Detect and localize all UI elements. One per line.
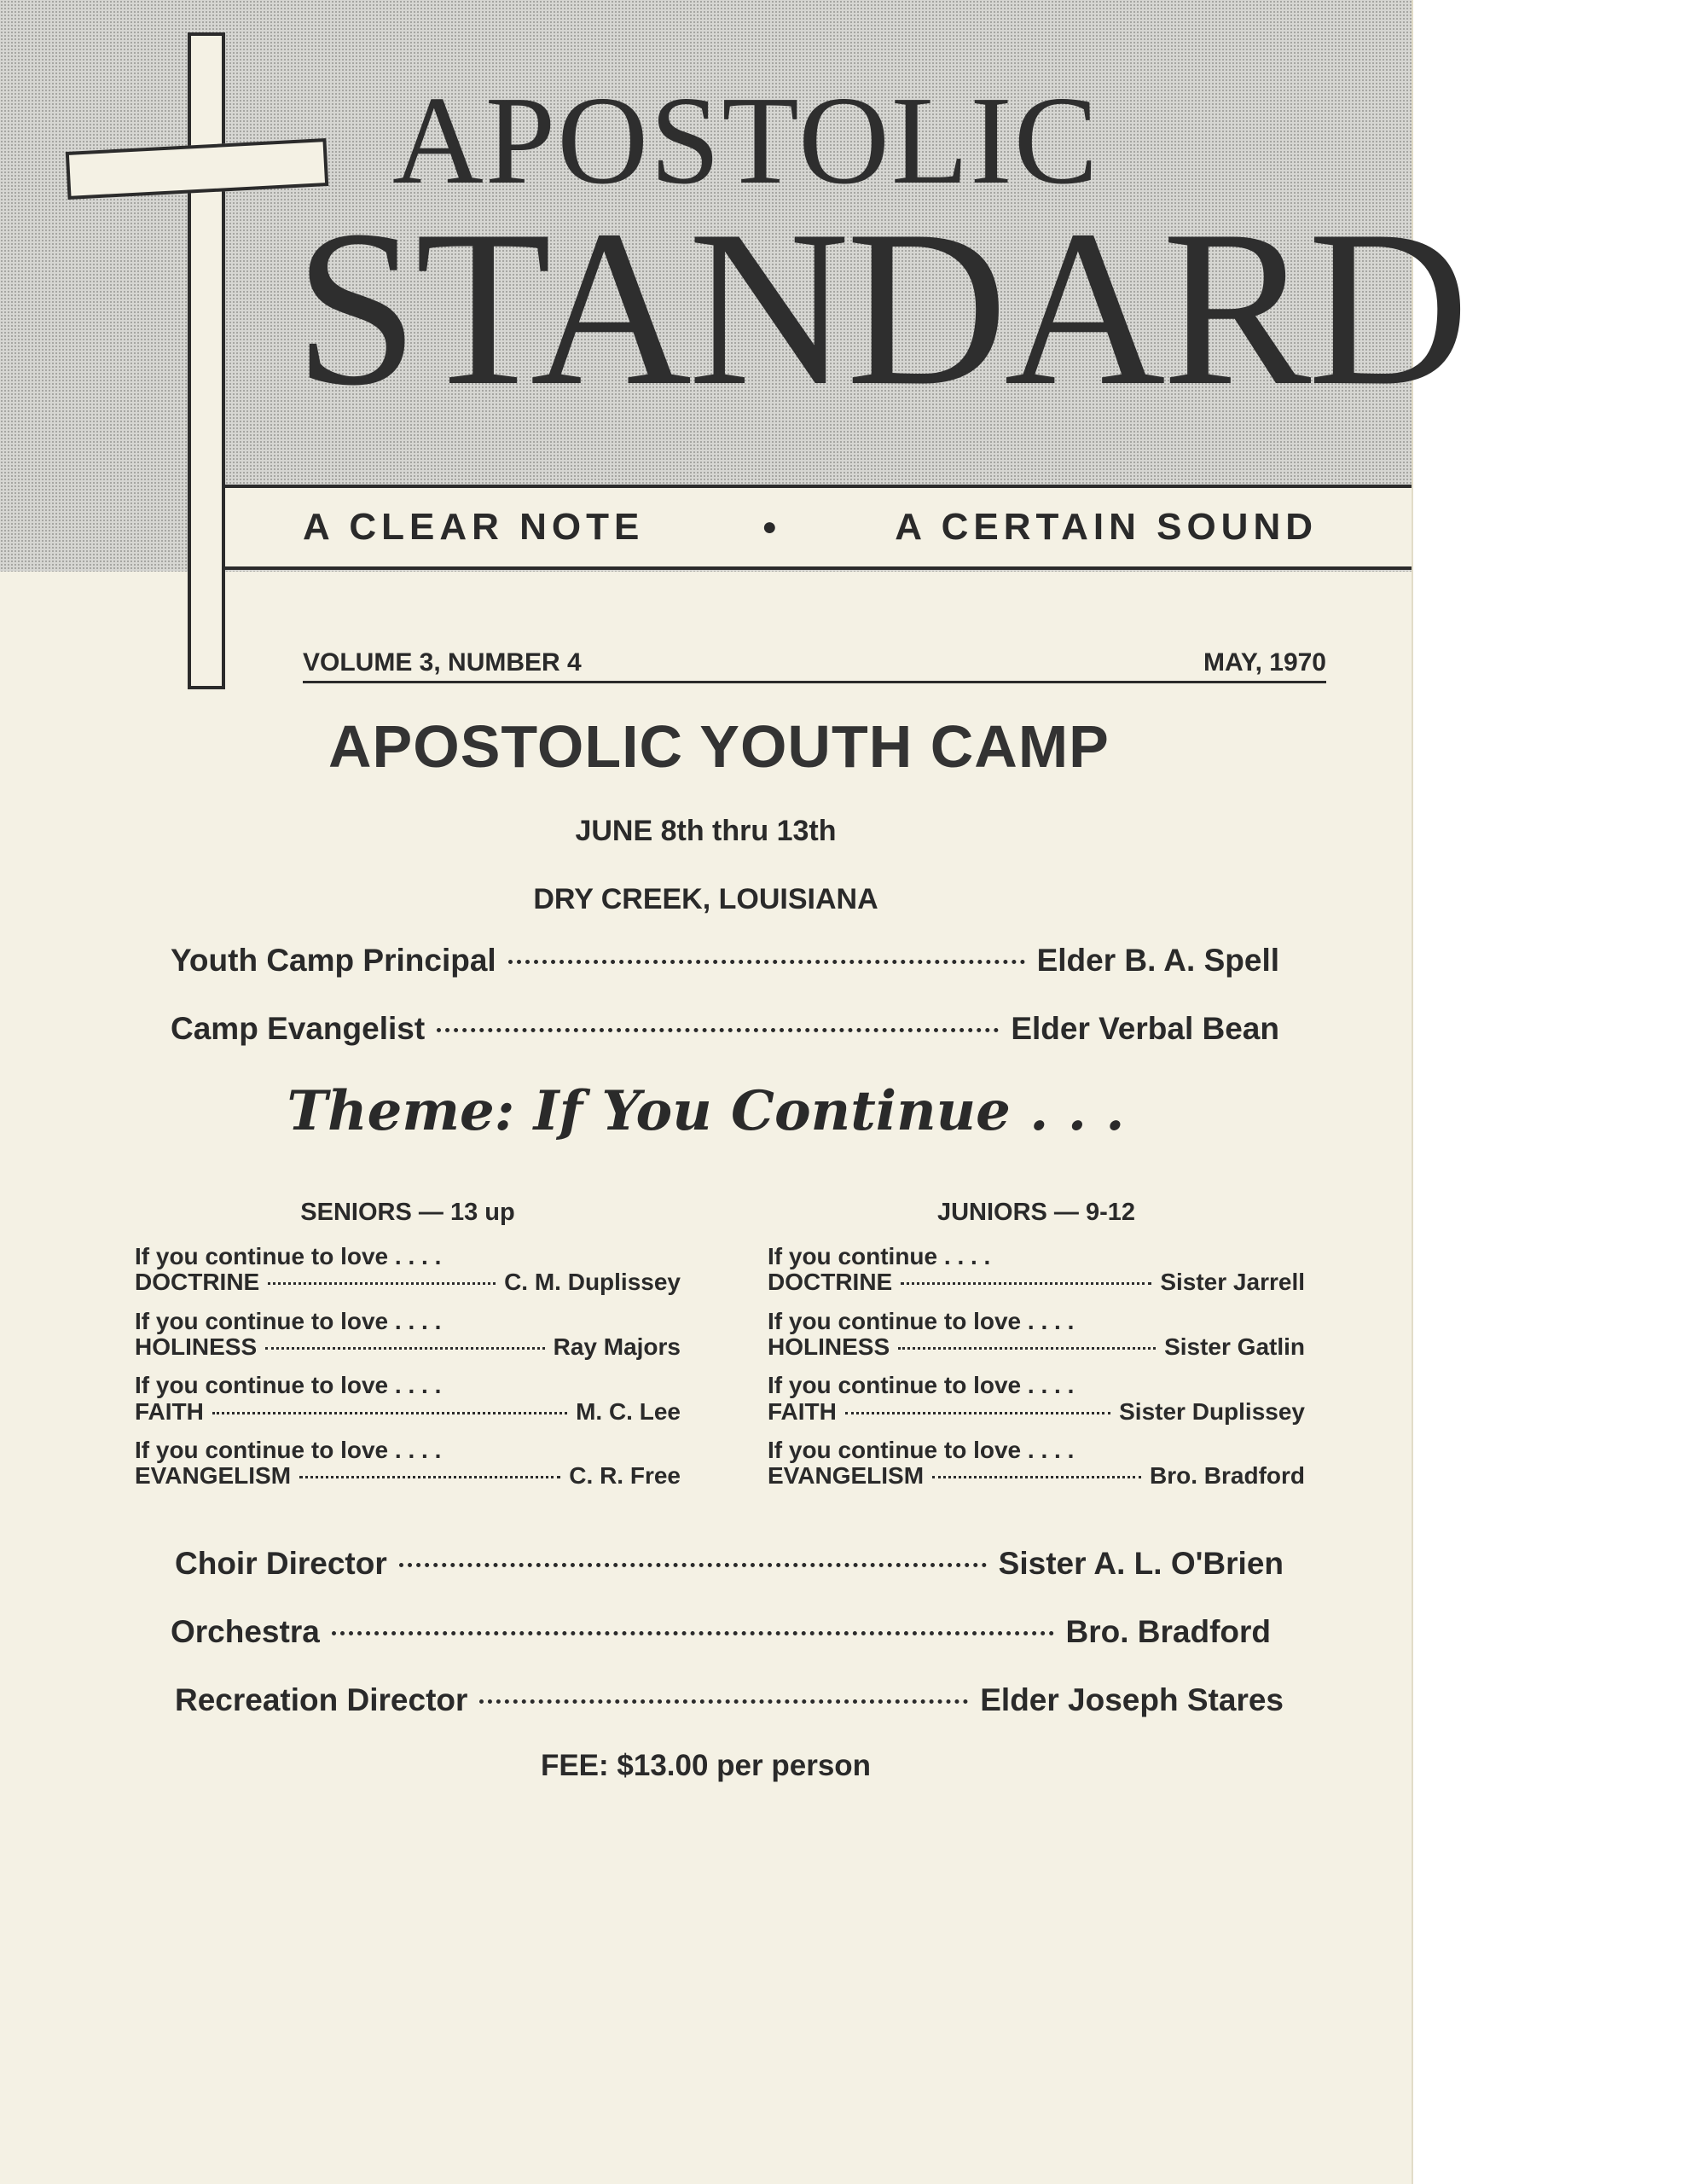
entry-teacher: C. M. Duplissey — [504, 1269, 681, 1296]
dot-leader — [901, 1282, 1151, 1285]
entry-teacher: Sister Duplissey — [1119, 1397, 1305, 1425]
list-item — [768, 1373, 1305, 1426]
dot-leader — [212, 1412, 567, 1414]
entry-row — [768, 1333, 1305, 1361]
dot-leader — [845, 1412, 1110, 1414]
tagline-right: A CERTAIN SOUND — [895, 506, 1318, 548]
staff-row — [171, 1614, 1271, 1650]
theme-heading: Theme: If You Continue . . . — [287, 1079, 1125, 1143]
camp-fee: FEE: $13.00 per person — [540, 1749, 872, 1782]
entry-topic: HOLINESS — [135, 1333, 258, 1360]
staff-row — [175, 1546, 1284, 1582]
entry-lead: If you continue . . . . — [768, 1243, 991, 1269]
list-item — [135, 1373, 681, 1426]
list-item — [768, 1438, 1305, 1490]
list-item — [768, 1244, 1305, 1297]
staff-name: Sister A. L. O'Brien — [998, 1546, 1284, 1581]
camp-location: DRY CREEK, LOUISIANA — [533, 883, 878, 915]
staff-role: Youth Camp Principal — [171, 943, 496, 978]
entry-topic: EVANGELISM — [135, 1462, 292, 1490]
entry-row — [768, 1269, 1305, 1296]
staff-name: Elder B. A. Spell — [1036, 943, 1279, 978]
dot-leader — [479, 1699, 968, 1704]
entry-teacher: Bro. Bradford — [1150, 1462, 1305, 1490]
tagline-band — [217, 485, 1412, 570]
entry-row — [135, 1333, 681, 1361]
title-apostolic: APOSTOLIC — [392, 71, 1100, 211]
entry-teacher: Sister Gatlin — [1164, 1333, 1305, 1360]
headline: APOSTOLIC YOUTH CAMP — [328, 713, 1110, 780]
staff-role: Choir Director — [175, 1546, 387, 1581]
title-standard: STANDARD — [294, 184, 1466, 432]
staff-row — [171, 943, 1279, 979]
juniors-column — [768, 1199, 1305, 1502]
entry-row — [135, 1462, 681, 1490]
entry-topic: HOLINESS — [768, 1333, 890, 1360]
entry-lead: If you continue to love . . . . — [135, 1243, 442, 1269]
entry-topic: DOCTRINE — [135, 1269, 260, 1296]
dot-leader — [299, 1476, 560, 1478]
staff-row — [175, 1682, 1284, 1718]
list-item — [135, 1309, 681, 1362]
staff-name: Bro. Bradford — [1065, 1614, 1271, 1649]
entry-lead: If you continue to love . . . . — [768, 1307, 1075, 1334]
list-item — [135, 1438, 681, 1490]
list-item — [768, 1309, 1305, 1362]
entry-lead: If you continue to love . . . . — [768, 1372, 1075, 1399]
dot-leader — [268, 1282, 496, 1285]
volume-number: VOLUME 3, NUMBER 4 — [303, 648, 582, 677]
dot-leader — [265, 1347, 544, 1350]
entry-row — [768, 1398, 1305, 1426]
dot-leader — [437, 1028, 999, 1032]
list-item — [135, 1244, 681, 1297]
entry-topic: FAITH — [768, 1397, 837, 1425]
entry-topic: EVANGELISM — [768, 1462, 925, 1490]
entry-lead: If you continue to love . . . . — [768, 1436, 1075, 1463]
staff-name: Elder Verbal Bean — [1011, 1011, 1279, 1046]
staff-role: Orchestra — [171, 1614, 320, 1649]
dot-leader — [399, 1563, 987, 1567]
camp-dates: JUNE 8th thru 13th — [575, 815, 837, 847]
entry-teacher: C. R. Free — [569, 1462, 681, 1490]
entry-teacher: Sister Jarrell — [1160, 1269, 1305, 1296]
entry-topic: DOCTRINE — [768, 1269, 893, 1296]
tagline-left: A CLEAR NOTE — [303, 506, 645, 548]
entry-row — [135, 1269, 681, 1296]
staff-role: Camp Evangelist — [171, 1011, 426, 1046]
entry-lead: If you continue to love . . . . — [135, 1307, 442, 1334]
dot-leader — [508, 960, 1025, 964]
entry-lead: If you continue to love . . . . — [135, 1372, 442, 1399]
seniors-column — [135, 1199, 681, 1502]
entry-topic: FAITH — [135, 1397, 204, 1425]
staff-name: Elder Joseph Stares — [980, 1682, 1284, 1717]
dot-leader — [932, 1476, 1141, 1478]
bullet-icon: ● — [762, 513, 778, 541]
staff-row — [171, 1011, 1279, 1047]
entry-teacher: M. C. Lee — [576, 1397, 681, 1425]
cross-icon — [188, 32, 225, 689]
entry-teacher: Ray Majors — [553, 1333, 681, 1360]
staff-role: Recreation Director — [175, 1682, 468, 1717]
entry-row — [135, 1398, 681, 1426]
dot-leader — [332, 1631, 1054, 1635]
issue-line — [303, 648, 1326, 683]
juniors-heading: JUNIORS — 9-12 — [936, 1199, 1136, 1226]
dot-leader — [898, 1347, 1156, 1350]
issue-date: MAY, 1970 — [1203, 648, 1326, 677]
entry-row — [768, 1462, 1305, 1490]
seniors-heading: SENIORS — 13 up — [300, 1199, 515, 1226]
entry-lead: If you continue to love . . . . — [135, 1436, 442, 1463]
